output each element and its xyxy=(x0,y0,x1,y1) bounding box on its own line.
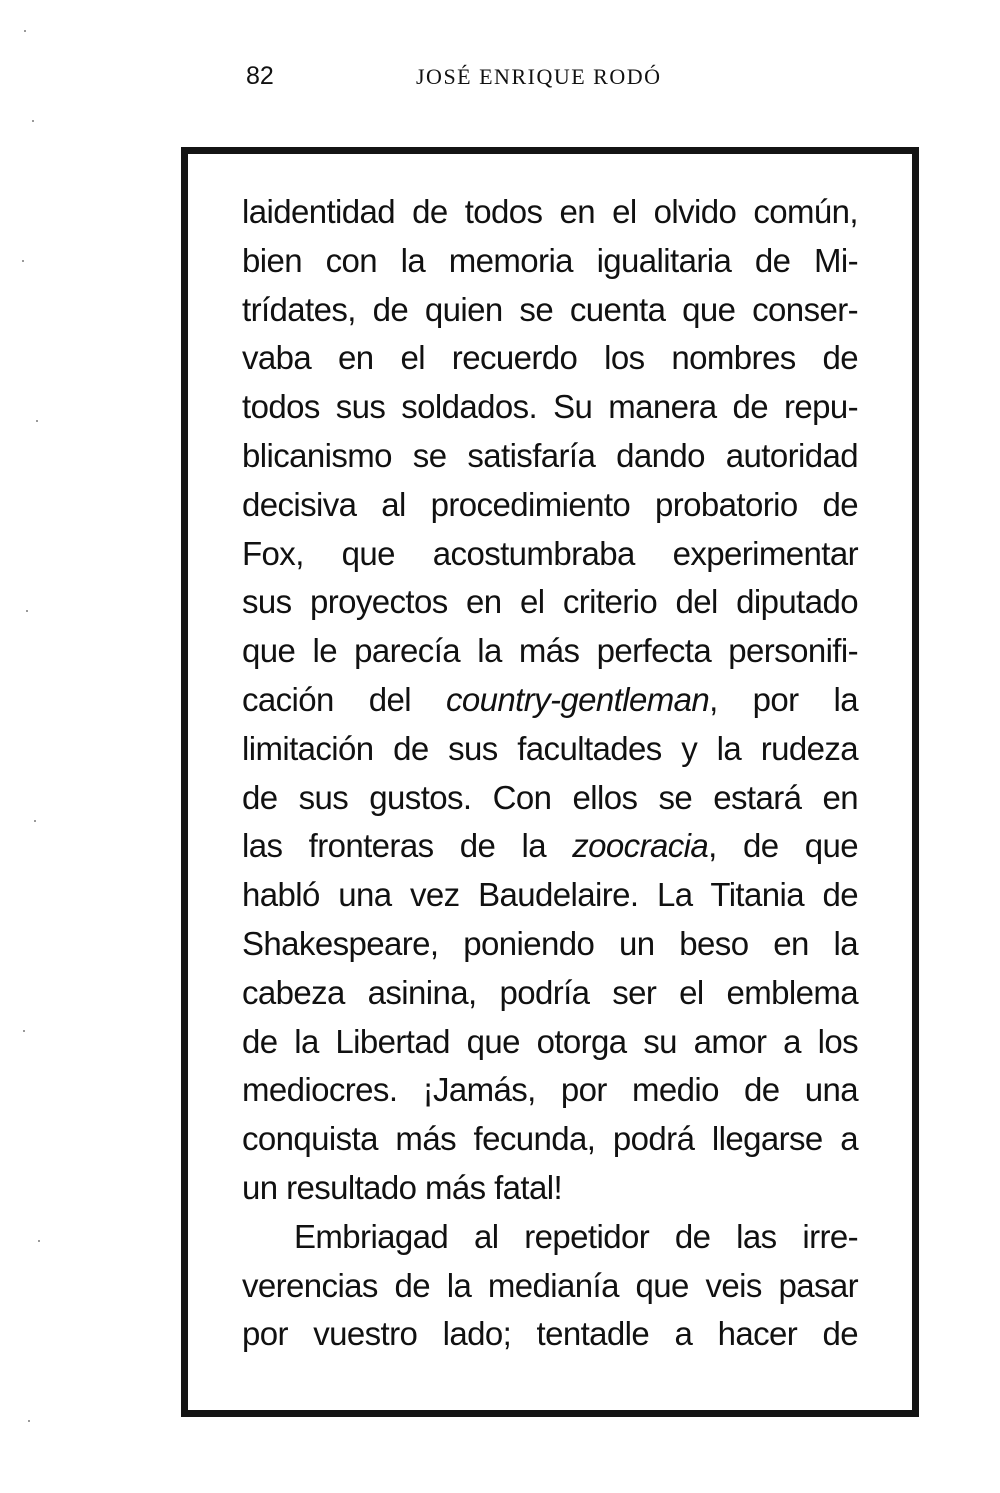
scan-speck xyxy=(28,1420,30,1422)
scan-speck xyxy=(36,420,38,422)
page-number: 82 xyxy=(246,62,274,90)
text-line: decisiva al procedimiento probatorio de xyxy=(242,485,858,523)
text-line: limitación de sus facultades y la rudeza xyxy=(242,729,858,767)
text-line: Embriagad al repetidor de las irre- xyxy=(294,1217,858,1255)
text-segment: , de que xyxy=(708,827,858,865)
scan-speck xyxy=(24,30,26,32)
text-line: blicanismo se satisfaría dando autoridad xyxy=(242,436,858,474)
body-text xyxy=(242,188,858,1359)
text-line: que le parecía la más perfecta personifi- xyxy=(242,632,858,670)
scan-speck xyxy=(34,820,36,822)
text-line xyxy=(242,676,858,725)
text-line: por vuestro lado; tentadle a hacer de xyxy=(242,1315,858,1353)
text-line: vaba en el recuerdo los nombres de xyxy=(242,339,858,377)
scan-speck xyxy=(26,610,28,612)
text-line: de la Libertad que otorga su amor a los xyxy=(242,1022,858,1060)
text-segment: cación del xyxy=(242,680,446,718)
scan-speck xyxy=(23,1030,25,1032)
text-line: habló una vez Baudelaire. La Titania de xyxy=(242,876,858,914)
text-line: un resultado más fatal! xyxy=(242,1168,563,1206)
text-line: Fox, que acostumbraba experimentar xyxy=(242,534,858,572)
page-header xyxy=(0,62,1000,102)
text-line: todos sus soldados. Su manera de repu- xyxy=(242,388,858,426)
text-segment: , por la xyxy=(709,680,858,718)
scan-speck xyxy=(32,120,34,122)
text-line: conquista más fecunda, podrá llegarse a xyxy=(242,1120,858,1158)
italic-term: zoocracia xyxy=(572,827,709,865)
text-line: de sus gustos. Con ellos se estará en xyxy=(242,778,858,816)
text-line: laidentidad de todos en el olvido común, xyxy=(242,193,858,230)
scan-margin-noise xyxy=(20,0,60,1493)
text-line: trídates, de quien se cuenta que conser- xyxy=(242,290,858,328)
paragraph-2 xyxy=(242,1213,858,1359)
text-segment: las fronteras de la xyxy=(242,827,573,865)
scan-speck xyxy=(22,260,24,262)
scan-speck xyxy=(38,1240,40,1242)
text-line: sus proyectos en el criterio del diputado xyxy=(242,583,858,621)
text-line: bien con la memoria igualitaria de Mi- xyxy=(242,241,858,279)
text-line: verencias de la medianía que veis pasar xyxy=(242,1266,858,1304)
text-line: mediocres. ¡Jamás, por medio de una xyxy=(242,1071,858,1109)
text-line xyxy=(242,822,858,871)
italic-term: country-gentleman xyxy=(445,680,710,718)
paragraph-1 xyxy=(242,188,858,1213)
running-head: JOSÉ ENRIQUE RODÓ xyxy=(416,64,662,89)
text-line: Shakespeare, poniendo un beso en la xyxy=(242,924,858,962)
text-line: cabeza asinina, podría ser el emblema xyxy=(242,973,858,1011)
